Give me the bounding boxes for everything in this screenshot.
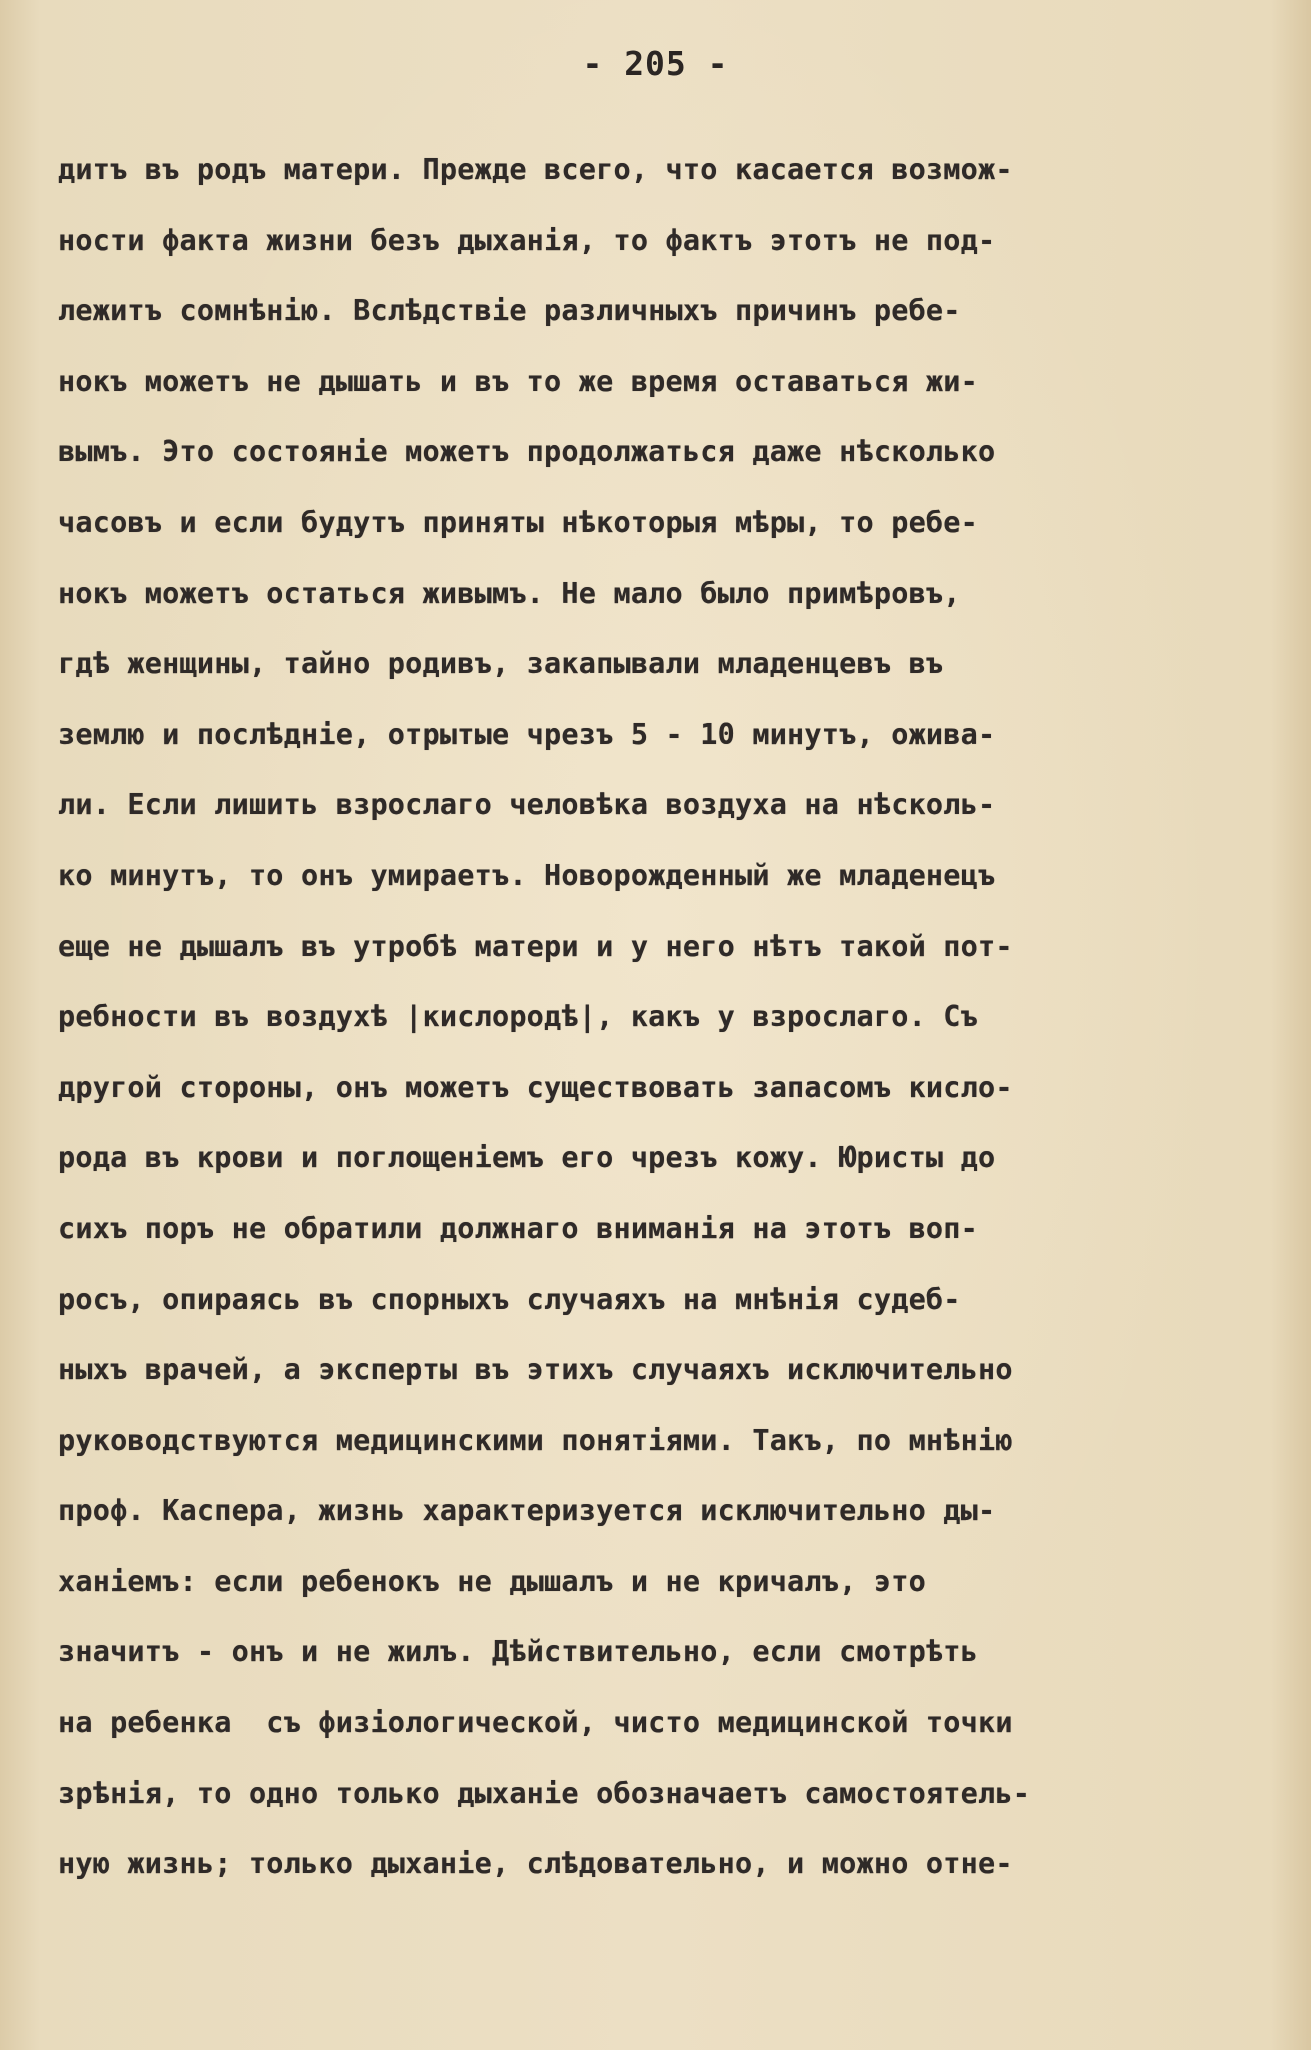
text-line: ли. Если лишить взрослаго человѣка воздуха на нѣсколь- [58, 788, 996, 822]
text-line: росъ, опираясь въ спорныхъ случаяхъ на мнѣнія судеб- [58, 1282, 961, 1316]
text-line: на ребенка съ физіологической, чисто медицинской точки [58, 1706, 1013, 1740]
text-line: землю и послѣдніе, отрытые чрезъ 5 - 10 минутъ, ожива- [58, 717, 996, 751]
text-line: другой стороны, онъ можетъ существовать запасомъ кисло- [58, 1070, 1013, 1104]
text-line: нокъ можетъ остаться живымъ. Не мало было примѣровъ, [58, 576, 961, 610]
text-line: ханіемъ: если ребенокъ не дышалъ и не кричалъ, это [58, 1564, 926, 1598]
body-text [58, 148, 1288, 1913]
text-line: значитъ - онъ и не жилъ. Дѣйствительно, если смотрѣть [58, 1635, 978, 1669]
text-line: ребности въ воздухѣ |кислородѣ|, какъ у взрослаго. Съ [58, 1000, 978, 1034]
text-line: ко минутъ, то онъ умираетъ. Новорожденный же младенецъ [58, 858, 996, 892]
text-line: часовъ и если будутъ приняты нѣкоторыя мѣры, то ребе- [58, 505, 978, 539]
text-line: ныхъ врачей, а эксперты въ этихъ случаяхъ исключительно [58, 1353, 1013, 1387]
text-line: вымъ. Это состояніе можетъ продолжаться даже нѣсколько [58, 435, 996, 469]
text-line: зрѣнія, то одно только дыханіе обозначаетъ самостоятель- [58, 1776, 1031, 1810]
text-line: еще не дышалъ въ утробѣ матери и у него нѣтъ такой пот- [58, 929, 1013, 963]
text-line: проф. Каспера, жизнь характеризуется исключительно ды- [58, 1494, 996, 1528]
text-line: ности факта жизни безъ дыханія, то фактъ этотъ не под- [58, 223, 996, 257]
text-line: сихъ поръ не обратили должнаго вниманія на этотъ воп- [58, 1211, 978, 1245]
text-line: гдѣ женщины, тайно родивъ, закапывали младенцевъ въ [58, 647, 944, 681]
page-number: - 205 - [582, 44, 729, 83]
text-line: рода въ крови и поглощеніемъ его чрезъ кожу. Юристы до [58, 1141, 996, 1175]
text-line: нокъ можетъ не дышать и въ то же время оставаться жи- [58, 364, 978, 398]
text-line: ную жизнь; только дыханіе, слѣдовательно, и можно отне- [58, 1847, 1013, 1881]
text-line: лежитъ сомнѣнію. Вслѣдствіе различныхъ причинъ ребе- [58, 294, 961, 328]
text-line: дитъ въ родъ матери. Прежде всего, что касается возмож- [58, 153, 1013, 186]
text-line: руководствуются медицинскими понятіями. Такъ, по мнѣнію [58, 1423, 1013, 1457]
